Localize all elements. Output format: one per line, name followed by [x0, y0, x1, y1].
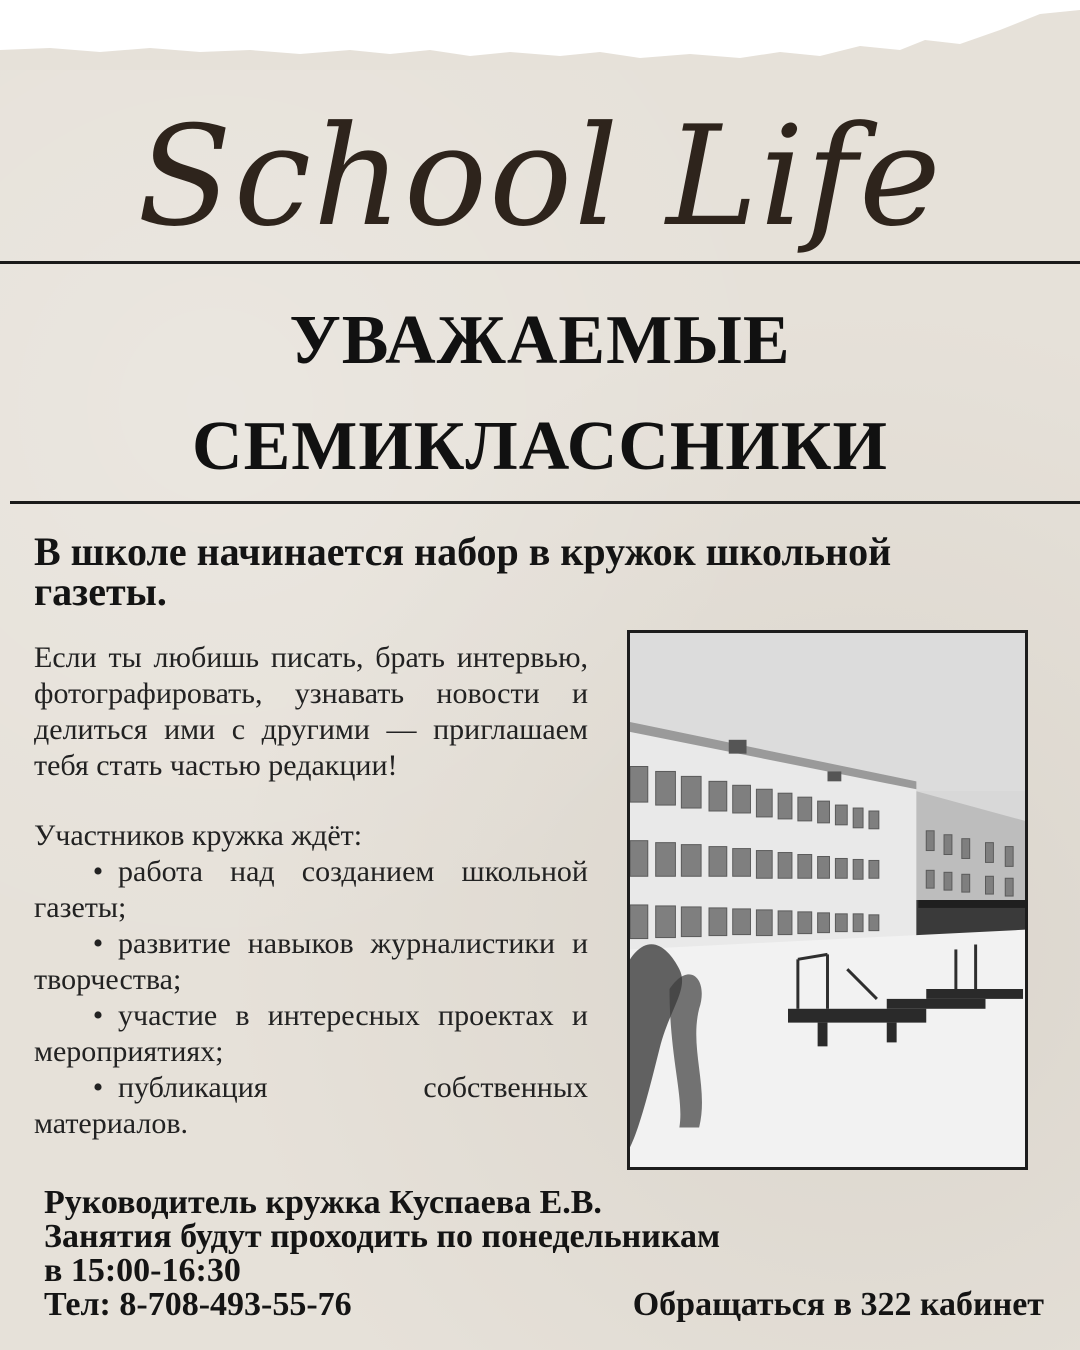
list-item: • работа над созданием школьной газеты; — [34, 855, 588, 924]
bullet-icon: • — [92, 1071, 104, 1104]
headline-line-2: СЕМИКЛАССНИКИ — [192, 408, 888, 485]
bullet-icon: • — [92, 927, 104, 960]
masthead-title: School Life — [137, 96, 943, 257]
contact-footer — [44, 1186, 1044, 1322]
headline-line-1: УВАЖАЕМЫЕ — [289, 302, 791, 379]
article-body — [34, 640, 588, 1142]
schedule-line: Занятия будут проходить по понедельникам — [44, 1218, 721, 1255]
bottom-divider — [10, 501, 1080, 504]
benefits-list — [34, 854, 588, 1142]
list-heading: Участников кружка ждёт: — [34, 819, 363, 852]
leader-line: Руководитель кружка Куспаева Е.В. — [44, 1184, 602, 1221]
list-item: • участие в интересных проектах и мероприятиях; — [34, 999, 588, 1068]
school-photo — [627, 630, 1028, 1170]
subhead: В школе начинается набор в кружок школьной газеты. — [34, 529, 892, 614]
list-item: • развитие навыков журналистики и творчества; — [34, 927, 588, 996]
top-divider — [0, 261, 1080, 264]
intro-paragraph: Если ты любишь писать, брать интервью, фотографировать, узнавать новости и делиться ими с другими — приглашаем тебя стать частью редакции! — [34, 641, 588, 782]
bullet-icon: • — [92, 999, 104, 1032]
time-line: в 15:00-16:30 — [44, 1252, 241, 1289]
school-building-image — [630, 633, 1025, 1167]
torn-paper-edge — [0, 0, 1080, 70]
phone-line: Тел: 8-708-493-55-76 — [44, 1286, 352, 1323]
list-item: • публикация собственных материалов. — [34, 1071, 588, 1140]
bullet-icon: • — [92, 855, 104, 888]
room-line: Обращаться в 322 кабинет — [632, 1286, 1044, 1323]
headline — [0, 288, 1080, 500]
